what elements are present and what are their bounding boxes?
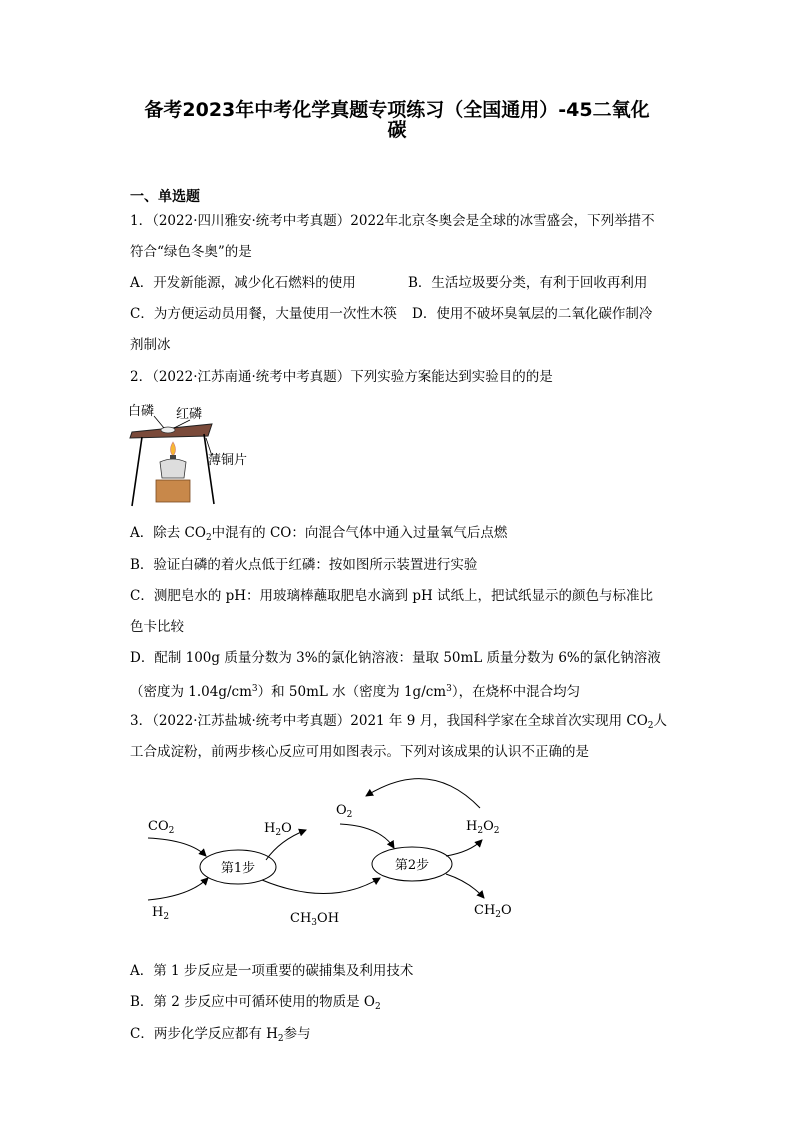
copper-sheet-label: 薄铜片 [208, 453, 248, 468]
co2-label: $CO_2$ [148, 819, 175, 836]
q2-option-a: A．除去 $CO_2$中混有的 CO：向混合气体中通入过量氧气后点燃 [130, 525, 508, 543]
ch3oh-arrow [262, 878, 380, 894]
q3-reaction-diagram [140, 770, 540, 930]
h2o-label: $H_2O$ [264, 821, 292, 838]
q2-option-c-continued: 色卡比较 [130, 619, 184, 635]
q1-option-b: B．生活垃圾要分类，有利于回收再利用 [408, 275, 648, 291]
step1-label: 第1步 [220, 861, 256, 876]
h2o2-label: $H_2O_2$ [466, 819, 500, 836]
q1-option-c: C．为方便运动员用餐，大量使用一次性木筷 [130, 306, 397, 322]
h2o2-arrow [446, 840, 482, 856]
flame [171, 442, 176, 456]
q2-option-b: B．验证白磷的着火点低于红磷：按如图所示装置进行实验 [130, 557, 478, 573]
q3-stem-line2: 工合成淀粉，前两步核心反应可用如图表示。下列对该成果的认识不正确的是 [130, 744, 589, 760]
recycle-arrow [366, 779, 480, 808]
q3-stem-line1: 3．（2022·江苏盐城·统考中考真题）2021 年 9 月，我国科学家在全球首次实现用 $CO_2$人 [130, 713, 668, 731]
q1-stem-line2: 符合“绿色冬奥”的是 [130, 244, 252, 260]
alcohol-lamp [160, 459, 186, 478]
q3-option-a: A．第 1 步反应是一项重要的碳捕集及利用技术 [130, 963, 414, 979]
page-title: 备考2023年中考化学真题专项练习（全国通用）-45二氧化 [144, 99, 650, 121]
h2-arrow [148, 878, 208, 900]
step2-label: 第2步 [394, 858, 430, 873]
q3-option-b: B．第 2 步反应中可循环使用的物质是 $O_2$ [130, 994, 381, 1012]
q1-stem-line1: 1．（2022·四川雅安·统考中考真题）2022年北京冬奥会是全球的冰雪盛会，下列举措不 [130, 213, 655, 229]
white-phosphorus-label: 白磷 [128, 404, 155, 419]
ch3oh-label: $CH_3OH$ [290, 911, 340, 928]
q2-option-c: C．测肥皂水的 pH：用玻璃棒蘸取肥皂水滴到 pH 试纸上，把试纸显示的颜色与标准比 [130, 588, 654, 604]
q2-apparatus-figure [128, 398, 268, 510]
q2-option-d-continued: （密度为 $1.04g/cm^3$）和 50mL 水（密度为 $1g/cm^3$），在烧杯中混合均匀 [130, 684, 581, 700]
phosphorus-samples [161, 427, 175, 433]
red-phosphorus-label: 红磷 [176, 407, 203, 422]
q1-option-a: A．开发新能源，减少化石燃料的使用 [130, 275, 356, 291]
page-title-continued: 碳 [387, 119, 407, 141]
ch2o-arrow [446, 874, 484, 898]
q2-option-d: D．配制 100g 质量分数为 3%的氯化钠溶液：量取 50mL 质量分数为 6%的氯化钠溶液 [130, 650, 661, 666]
section-heading: 一、单选题 [130, 189, 200, 205]
o2-arrow [340, 824, 394, 848]
co2-arrow [148, 838, 206, 856]
o2-label: $O_2$ [336, 803, 353, 820]
q2-stem: 2．（2022·江苏南通·统考中考真题）下列实验方案能达到实验目的的是 [130, 369, 553, 385]
q1-option-d-continued: 剂制冰 [130, 337, 171, 353]
ch2o-label: $CH_2O$ [474, 903, 512, 920]
wooden-block [156, 480, 190, 502]
h2-label: $H_2$ [152, 905, 170, 922]
q1-option-d: D．使用不破坏臭氧层的二氧化碳作制冷 [412, 306, 653, 322]
tripod-leg [132, 437, 142, 506]
q3-option-c: C．两步化学反应都有 $H_2$参与 [130, 1026, 311, 1044]
tripod-leg [204, 434, 214, 504]
